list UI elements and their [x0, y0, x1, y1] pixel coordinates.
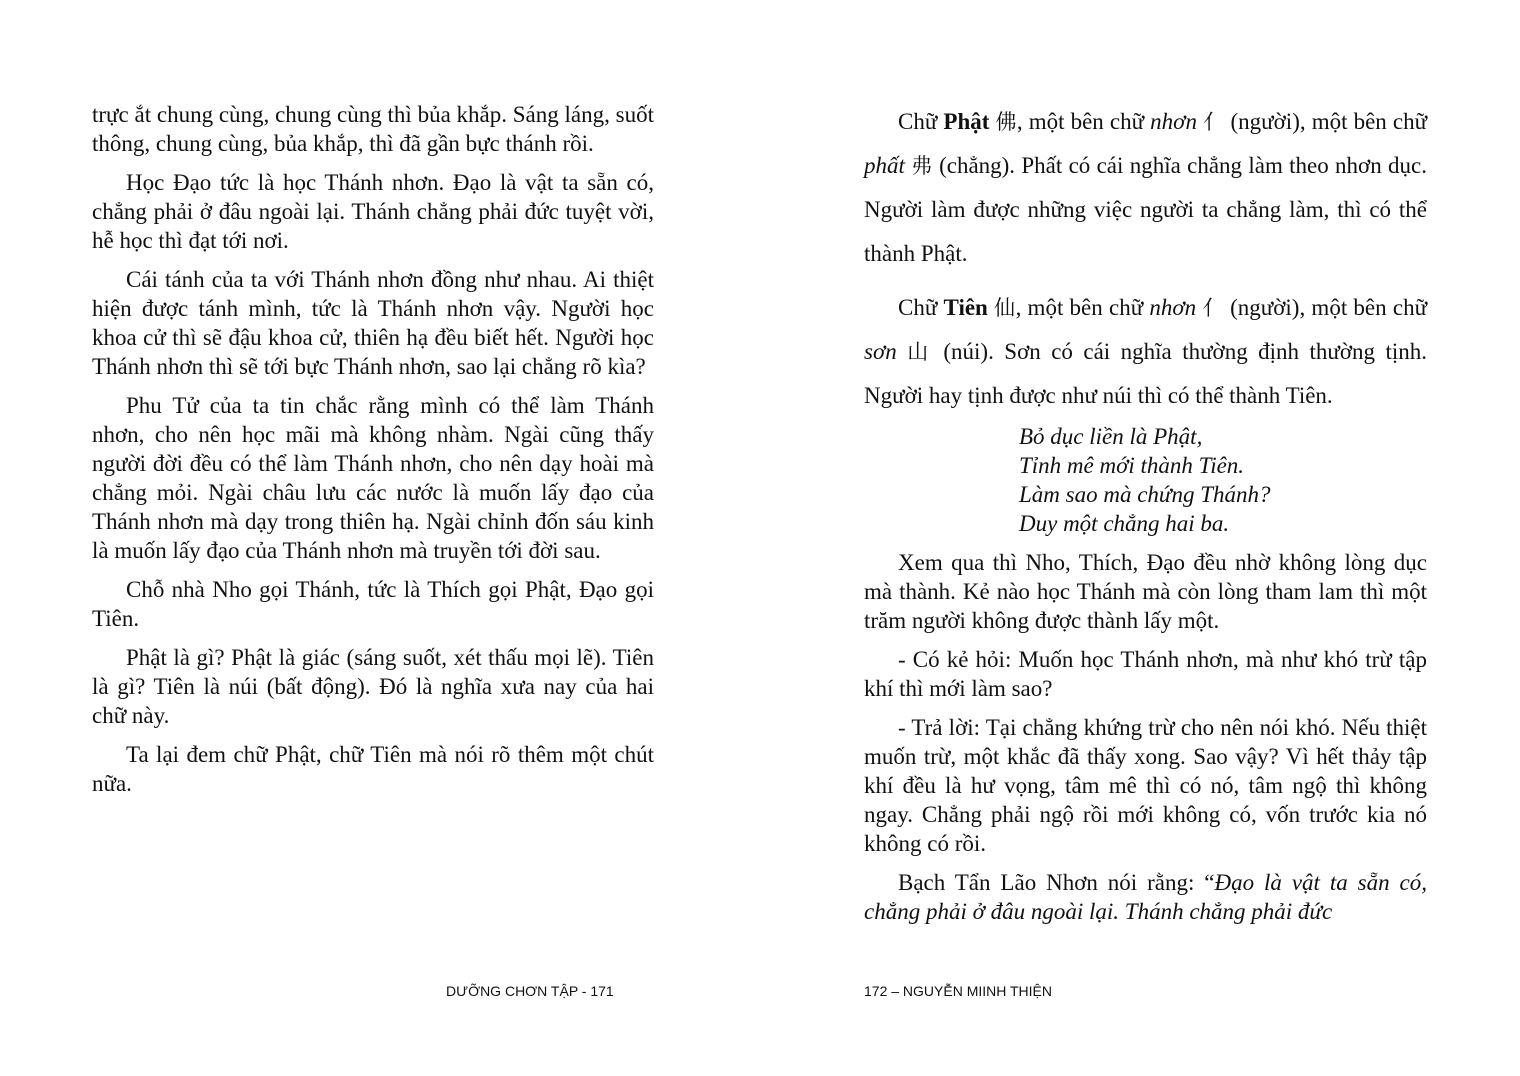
text: (người), một bên chữ [1224, 109, 1428, 134]
paragraph-quote [864, 868, 1427, 926]
footer-right: 172 – NGUYỄN MIINH THIỆN [864, 983, 1053, 999]
han-character: 亻 [1202, 296, 1224, 320]
term-phat-sub: phất [864, 153, 905, 178]
han-character: 佛 [995, 110, 1017, 134]
text: Chữ [898, 109, 944, 134]
text: Chữ [898, 295, 944, 320]
paragraph: Cái tánh của ta với Thánh nhơn đồng như nhau. Ai thiệt hiện được tánh mình, tức là Thánh nhơn vậy. Người học khoa cử thì sẽ đậu khoa cử, thiên hạ đều biết hết. Người học Thánh nhơn thì sẽ tới bực Thánh nhơn, sao lại chẳng rõ kìa? [92, 267, 654, 379]
term-tien: Tiên [943, 295, 988, 320]
term-nhon: nhơn [1150, 109, 1197, 134]
left-page [92, 100, 654, 808]
paragraph: Xem qua thì Nho, Thích, Đạo đều nhờ không lòng dục mà thành. Kẻ nào học Thánh mà còn lòng tham lam thì một trăm người không được thành lấy một. [864, 550, 1427, 633]
text: , một bên chữ [1016, 109, 1151, 134]
poem [1019, 422, 1427, 538]
poem-line: Tỉnh mê mới thành Tiên. [1019, 453, 1245, 478]
text: (chẳng). Phất có cái nghĩa chẳng làm theo nhơn dục. Người làm được những việc người ta chẳng làm, thì có thể thành Phật. [864, 153, 1427, 266]
paragraph: Phật là gì? Phật là giác (sáng suốt, xét thấu mọi lẽ). Tiên là gì? Tiên là núi (bất động). Đó là nghĩa xưa nay của hai chữ này. [92, 645, 654, 728]
tien-definition [864, 286, 1427, 418]
text: Bạch Tẩn Lão Nhơn nói rằng: “ [898, 870, 1215, 895]
term-son: sơn [864, 339, 897, 364]
poem-line: Làm sao mà chứng Thánh? [1019, 482, 1271, 507]
phat-definition [864, 100, 1427, 276]
paragraph: Phu Tử của ta tin chắc rằng mình có thể làm Thánh nhơn, cho nên học mãi mà không nhàm. Ngài cũng thấy người đời đều có thể làm Thánh nhơn, cho nên dạy hoài mà chẳng mỏi. Ngài châu lưu các nước là muốn lấy đạo của Thánh nhơn mà dạy trong thiên hạ. Ngài chỉnh đốn sáu kinh là muốn lấy đạo của Thánh nhơn mà truyền tới đời sau. [92, 393, 654, 563]
poem-line: Bỏ dục liền là Phật, [1019, 424, 1203, 449]
paragraph: Ta lại đem chữ Phật, chữ Tiên mà nói rõ thêm một chút nữa. [92, 742, 654, 796]
term-nhon: nhơn [1149, 295, 1197, 320]
paragraph: Học Đạo tức là học Thánh nhơn. Đạo là vật ta sẵn có, chẳng phải ở đâu ngoài lại. Thánh chẳng phải đức tuyệt vời, hễ học thì đạt tới nơi. [92, 170, 654, 253]
footer-left: DƯỠNG CHƠN TẬP - 171 [446, 983, 614, 999]
text: , một bên chữ [1015, 295, 1150, 320]
paragraph: - Có kẻ hỏi: Muốn học Thánh nhơn, mà như khó trừ tập khí thì mới làm sao? [864, 647, 1427, 701]
han-character: 弗 [911, 154, 933, 178]
quote: Đạo là vật ta sẵn có, chẳng phải ở đâu ngoài lại. Thánh chẳng phải đức [864, 870, 1427, 924]
paragraph: trực ắt chung cùng, chung cùng thì bủa khắp. Sáng láng, suốt thông, chung cùng, bủa khắp, thì đã gần bực thánh rồi. [92, 102, 654, 156]
han-character: 亻 [1203, 110, 1225, 134]
paragraph: Chỗ nhà Nho gọi Thánh, tức là Thích gọi Phật, Đạo gọi Tiên. [92, 577, 654, 631]
term-phat: Phật [943, 109, 990, 134]
paragraph: - Trả lời: Tại chẳng khứng trừ cho nên nói khó. Nếu thiệt muốn trừ, một khắc đã thấy xong. Sao vậy? Vì hết thảy tập khí đều là hư vọng, tâm mê thì có nó, tâm ngộ thì không ngay. Chẳng phải ngộ rồi mới không có, vốn trước kia nó không có rồi. [864, 715, 1427, 856]
text: (người), một bên chữ [1223, 295, 1428, 320]
han-character: 仙 [994, 296, 1016, 320]
right-page [864, 100, 1427, 936]
han-character: 山 [907, 340, 933, 364]
poem-line: Duy một chẳng hai ba. [1019, 511, 1230, 536]
text: (núi). Sơn có cái nghĩa thường định thường tịnh. Người hay tịnh được như núi thì có thể thành Tiên. [864, 339, 1428, 408]
